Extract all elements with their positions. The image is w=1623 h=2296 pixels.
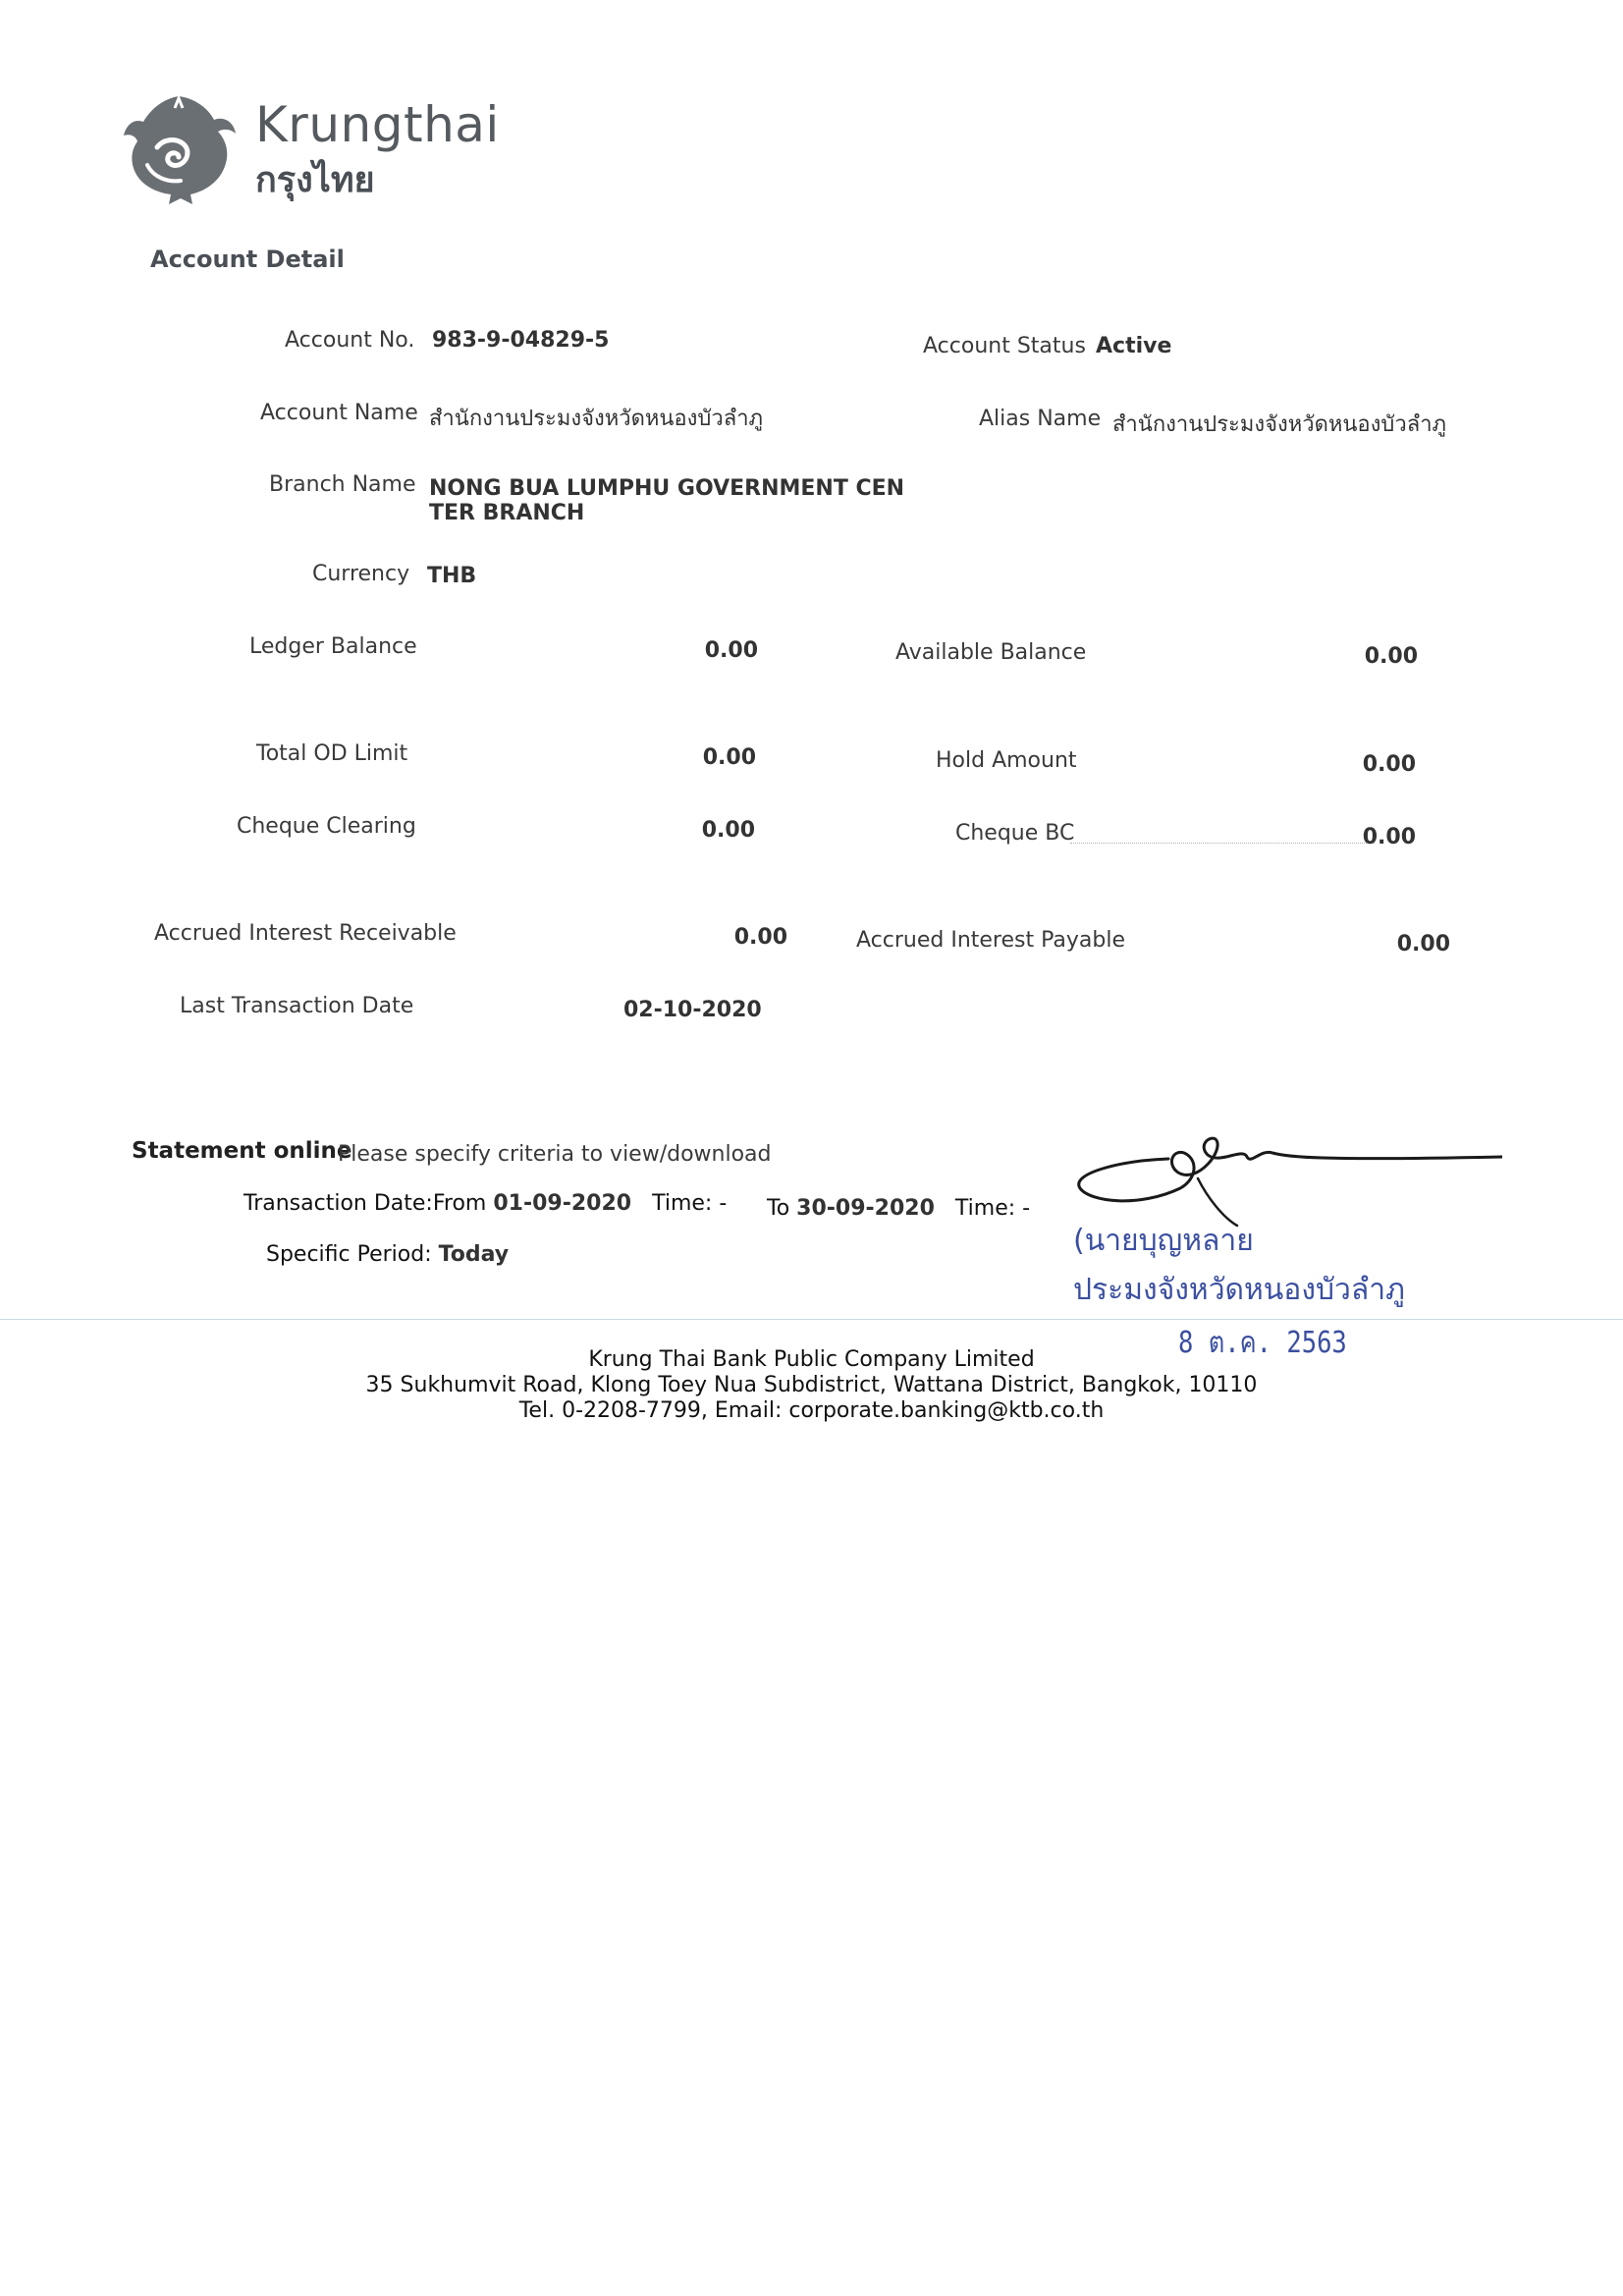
to-time-label: Time: [954,1196,1016,1221]
account-name-value: สำนักงานประมงจังหวัดหนองบัวลำภู [429,407,764,431]
brand-name-thai: กรุงไทย [255,160,375,200]
to-time: - [1022,1196,1031,1221]
currency-value: THB [427,564,477,588]
accrued-receivable-value: 0.00 [733,925,787,950]
from-time-label: Time: [652,1191,713,1216]
alias-name-value: สำนักงานประมงจังหวัดหนองบัวลำภู [1112,412,1447,437]
signer-title: ประมงจังหวัดหนองบัวลำภู [1073,1273,1405,1307]
account-name-label: Account Name [260,401,418,425]
cheque-bc-label: Cheque BC [955,821,1075,846]
brand-name: Krungthai [255,96,500,153]
cheque-clearing-label: Cheque Clearing [237,814,416,839]
od-limit-label: Total OD Limit [256,741,408,766]
bank-logo [118,88,530,206]
handwritten-signature [1051,1120,1502,1228]
date-stamp: 8 ต.ค. 2563 [1178,1326,1347,1360]
branch-name-line1: NONG BUA LUMPHU GOVERNMENT CEN [429,476,905,501]
statement-title: Statement online [132,1138,352,1164]
account-status-value: Active [1096,334,1172,358]
to-label: To [767,1196,790,1221]
last-transaction-value: 02-10-2020 [623,998,762,1022]
alias-name-label: Alias Name [979,407,1102,431]
accrued-payable-value: 0.00 [1396,932,1450,957]
accrued-receivable-label: Accrued Interest Receivable [154,921,457,946]
account-no-value: 983-9-04829-5 [432,328,610,353]
od-limit-value: 0.00 [702,745,756,770]
account-status-label: Account Status [923,334,1086,358]
footer-company: Krung Thai Bank Public Company Limited [588,1347,1035,1372]
statement-hint: Please specify criteria to view/download [338,1142,772,1167]
branch-name-line2: TER BRANCH [429,501,585,525]
signer-name: (นายบุญหลาย [1073,1224,1254,1258]
footer-contact: Tel. 0-2208-7799, Email: corporate.banking@ktb.co.th [518,1398,1105,1423]
account-no-label: Account No. [285,328,415,353]
currency-label: Currency [312,562,410,586]
from-time: - [719,1191,728,1216]
accrued-payable-label: Accrued Interest Payable [856,928,1125,953]
period-label: Specific Period: [266,1242,432,1267]
ledger-balance-value: 0.00 [704,638,758,663]
garuda-emblem-icon [118,88,241,206]
section-title: Account Detail [150,246,345,273]
available-balance-label: Available Balance [895,640,1087,665]
divider-line [0,1319,1623,1320]
branch-name-label: Branch Name [269,472,416,497]
period-value: Today [438,1242,510,1267]
to-date: 30-09-2020 [796,1196,935,1221]
footer-address: 35 Sukhumvit Road, Klong Toey Nua Subdistrict, Wattana District, Bangkok, 10110 [365,1373,1258,1397]
from-date: 01-09-2020 [493,1191,632,1216]
txn-date-label: Transaction Date: [243,1191,433,1216]
to-date-row [767,1196,1030,1221]
available-balance-value: 0.00 [1364,644,1418,669]
hold-amount-value: 0.00 [1362,752,1416,777]
ledger-balance-label: Ledger Balance [249,634,417,659]
specific-period-row [266,1242,509,1267]
cheque-bc-value: 0.00 [1362,825,1416,849]
last-transaction-label: Last Transaction Date [180,994,414,1018]
hold-amount-label: Hold Amount [936,748,1077,773]
cheque-clearing-value: 0.00 [701,818,755,843]
transaction-date-row [243,1191,727,1216]
from-label: From [432,1191,487,1216]
